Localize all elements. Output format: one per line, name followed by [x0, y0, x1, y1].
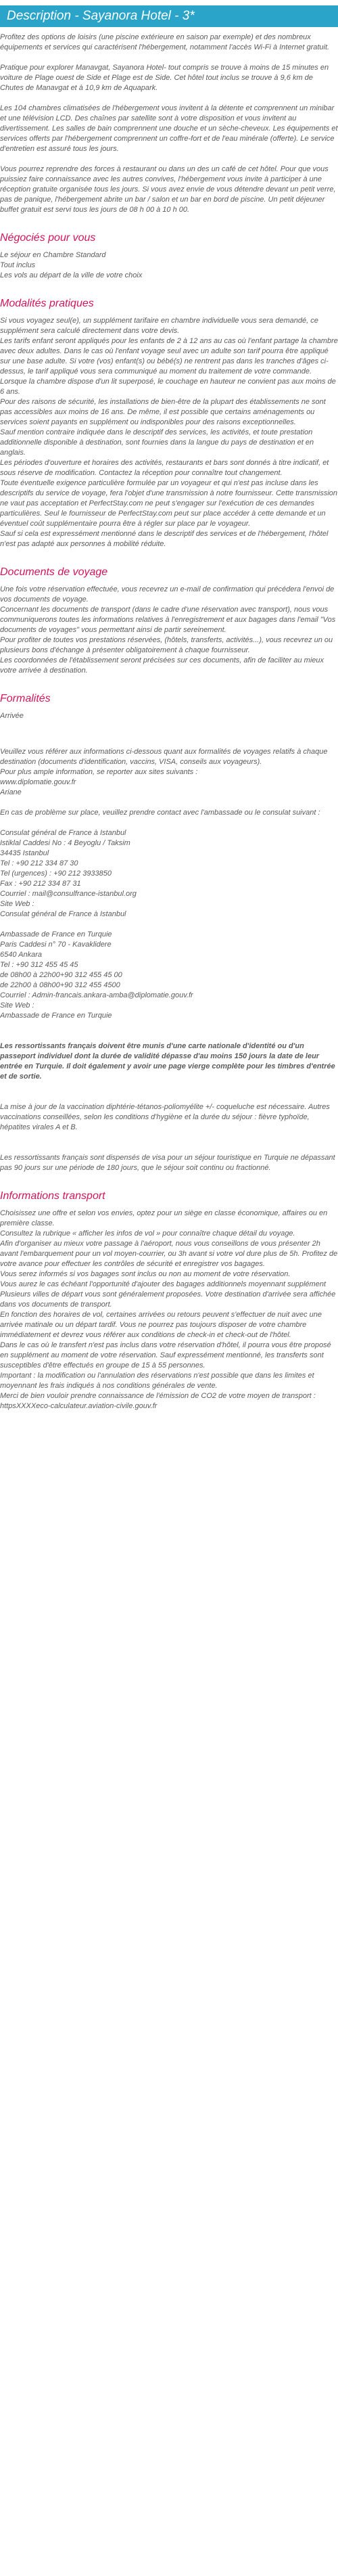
- section-heading: Négociés pour vous: [0, 232, 96, 244]
- section-paragraph: Les ressortissants français sont dispensés de visa pour un séjour touristique en Turquie ne dépassant pas 90 jours sur une période de 180 jours, que le séjour soit continu ou fractionné.: [0, 1154, 335, 1172]
- section-modalites: [0, 297, 338, 549]
- section-paragraph: Si vous voyagez seul(e), un supplément tarifaire en chambre individuelle vous sera demandé, ce supplément sera calculé directement dans votre devis. Les tarifs enfant seront appliqués pour les enfants de 2 à 12 ans au cas où l'enfant partage la chambre avec deux adultes. Dans le cas où l'enfant voyage seul avec un adulte son tarif pourra être appliqué sur une base adulte. Si votre (vos) enfant(s) ou bébé(s) ne rentrent pas dans les tranches d'âges ci-dessus, le tarif appliqué vous sera communiqué au moment du traitement de votre commande. Lorsque la chambre dispose d'un lit superposé, le couchage en hauteur ne convient pas aux moins de 6 ans. Pour des raisons de sécurité, les installations de bien-être de la plupart des établissements ne sont pas accessibles aux moins de 16 ans. De même, il est possible que certains aménagements ou services soient payants en supplément ou indisponibles pour des raisons exceptionnelles. Sauf mention contraire indiquée dans le descriptif des services, les activités, et toute prestation additionnelle disponible à destination, sont fournies dans la langue du pays de destination et en anglais. Les périodes d'ouverture et horaires des activités, restaurants et bars sont donnés à titre indicatif, et sous réserve de modification. Contactez la réception pour connaître tout changement. Toute éventuelle exigence particulière formulée par un voyageur et qui n'est pas incluse dans les descriptifs du service de voyage, fera l'objet d'une transmission à notre fournisseur. Cette transmission ne vaut pas acceptation et PerfectStay.com ne peut s'engager sur l'exécution de ces demandes particulières. Seul le fournisseur de PerfectStay.com peut sur place accéder à cette demande et un éventuel coût supplémentaire pourra être à régler sur place par le voyageur. Sauf si cela est expressément mentionné dans le descriptif des services et de l'hébergement, l'hôtel n'est pas adapté aux personnes à mobilité réduite.: [0, 317, 338, 548]
- description-page: [0, 5, 338, 1435]
- intro-paragraph: Vous pourrez reprendre des forces à restaurant ou dans un des un café de cet hôtel. Pour que vous puissiez faire connaissance avec les autres convives, l'hébergement vous invite à participer à une réception gratuite organisée tous les jours. Si vous avez envie de vous détendre devant un petit verre, pas de panique, l'hébergement abrite un bar / salon et un bar en bord de piscine. Un petit déjeuner buffet gratuit est servi tous les jours de 08 h 00 à 10 h 00.: [0, 165, 336, 214]
- section-negocies: [0, 231, 338, 281]
- section-documents: [0, 566, 338, 676]
- passport-requirement: Les ressortissants français doivent être munis d'une carte nationale d'identité ou d'un passeport individuel dont la durée de validité dépasse d'au moins 150 jours la date de leur entrée en Turquie. Il doit également y avoir une page vierge complète pour les timbres d'entrée et de sortie.: [0, 1042, 335, 1081]
- section-paragraph: En cas de problème sur place, veuillez prendre contact avec l'ambassade ou le consulat suivant :: [0, 809, 320, 817]
- section-paragraph: Le séjour en Chambre Standard Tout inclus Les vols au départ de la ville de votre choix: [0, 251, 143, 279]
- section-heading: Documents de voyage: [0, 566, 108, 578]
- section-heading: Modalités pratiques: [0, 298, 94, 309]
- section-formalites: [0, 692, 338, 1173]
- intro-block: [0, 32, 338, 215]
- section-paragraph: Choisissez une offre et selon vos envies, optez pour un siège en classe économique, affaires ou en première classe. Consultez la rubrique « afficher les infos de vol » pour connaître chaque détail du voyage. Afin d'organiser au mieux votre passage à l'aéroport, nous vous conseillons de vous présenter 2h avant l'embarquement pour un vol moyen-courrier, ou 3h avant si votre vol dure plus de 5h. Profitez de votre avance pour effectuer les contrôles de sécurité et enregistrer vos bagages. Vous serez informés si vos bagages sont inclus ou non au moment de votre réservation. Vous aurez le cas échéant l'opportunité d'ajouter des bagages additionnels moyennant supplément Plusieurs villes de départ vous sont généralement proposées. Votre destination d'arrivée sera affichée dans vos documents de transport. En fonction des horaires de vol, certaines arrivées ou retours peuvent s'effectuer de nuit avec une arrivée matinale ou un départ tardif. Vous ne pourrez pas toujours disposer de votre chambre immédiatement et devrez vous référer aux conditions de check-in et check-out de l'hôtel. Dans le cas où le transfert n'est pas inclus dans votre réservation d'hôtel, il pourra vous être proposé en supplément au moment de votre réservation. Sauf expressément mentionné, les transferts sont susceptibles d'être effectués en groupe de 15 à 55 personnes. Important : la modification ou l'annulation des réservations n'est possible que dans les limites et moyennant les frais indiqués à nos conditions générales de vente. Merci de bien vouloir prendre connaissance de l'émission de CO2 de votre moyen de transport : httpsXXXXeco-calculateur.aviation-civile.gouv.fr: [0, 1209, 338, 1410]
- section-heading: Informations transport: [0, 1190, 105, 1202]
- page-title: Description - Sayanora Hotel - 3*: [0, 5, 338, 27]
- section-paragraph: Consulat général de France à Istanbul Istiklal Caddesi No : 4 Beyoglu / Taksim 34435 Istanbul Tel : +90 212 334 87 30 Tel (urgences) : +90 212 3933850 Fax : +90 212 334 87 31 Courriel : mail@consulfrance-istanbul.org Site Web : Consulat général de France à Istanbul: [0, 829, 137, 918]
- section-paragraph: Arrivée: [0, 712, 24, 720]
- section-paragraph: Une fois votre réservation effectuée, vous recevrez un e-mail de confirmation qui précédera l'envoi de vos documents de voyage. Concernant les documents de transport (dans le cadre d'une réservation avec transport), nous vous communiquerons toutes les informations relatives à l'enregistrement et aux bagages dans l'email "Vos documents de voyages" vous permettant ainsi de partir sereinement. Pour profiter de toutes vos prestations réservées, (hôtels, transferts, activités...), vous recevrez un ou plusieurs bons d'échange à présenter obligatoirement à chaque fournisseur. Les coordonnées de l'établissement seront précisées sur ces documents, afin de faciliter au mieux votre arrivée à destination.: [0, 585, 336, 675]
- section-heading: Formalités: [0, 693, 51, 704]
- section-transport: [0, 1190, 338, 1411]
- section-paragraph: Ambassade de France en Turquie Paris Caddesi n° 70 - Kavaklidere 6540 Ankara Tel : +90 312 455 45 45 de 08h00 à 22h00+90 312 455 45 00 de 22h00 à 08h00+90 312 455 4500 Courriel : Admin-francais.ankara-amba@diplomatie.gouv.fr Site Web : Ambassade de France en Turquie: [0, 930, 193, 1020]
- section-paragraph: Veuillez vous référer aux informations ci-dessous quant aux formalités de voyages relatifs à chaque destination (documents d'identification, vaccins, VISA, conseils aux voyageurs). Pour plus ample information, se reporter aux sites suivants : www.diplomatie.gouv.fr Ariane: [0, 748, 328, 796]
- intro-paragraph: Les 104 chambres climatisées de l'hébergement vous invitent à la détente et comprennent un minibar et une télévision LCD. Des chaînes par satellite sont à votre disposition et vous invitent au divertissement. Les salles de bain comprennent une douche et un sèche-cheveux. Les équipements et services offerts par l'hébergement comprennent un coffre-fort et de l'eau minérale (offerte). Le service d'entretien est assuré tous les jours.: [0, 104, 338, 153]
- section-paragraph: La mise à jour de la vaccination diphtérie-tétanos-poliomyélite +/- coqueluche est nécessaire. Autres vaccinations conseillées, selon les conditions d'hygiène et la durée du séjour : fièvre typhoïde, hépatites virales A et B.: [0, 1103, 330, 1131]
- intro-paragraph: Profitez des options de loisirs (une piscine extérieure en saison par exemple) et des nombreux équipements et services qui caractérisent l'hébergement, notamment l'accès Wi-Fi à Internet gratuit.: [0, 33, 330, 51]
- intro-paragraph: Pratique pour explorer Manavgat, Sayanora Hotel- tout compris se trouve à moins de 15 minutes en voiture de Plage ouest de Side et Plage est de Side. Cet hôtel tout inclus se trouve à 9,6 km de Chutes de Manavgat et à 10,9 km de Aquapark.: [0, 64, 329, 92]
